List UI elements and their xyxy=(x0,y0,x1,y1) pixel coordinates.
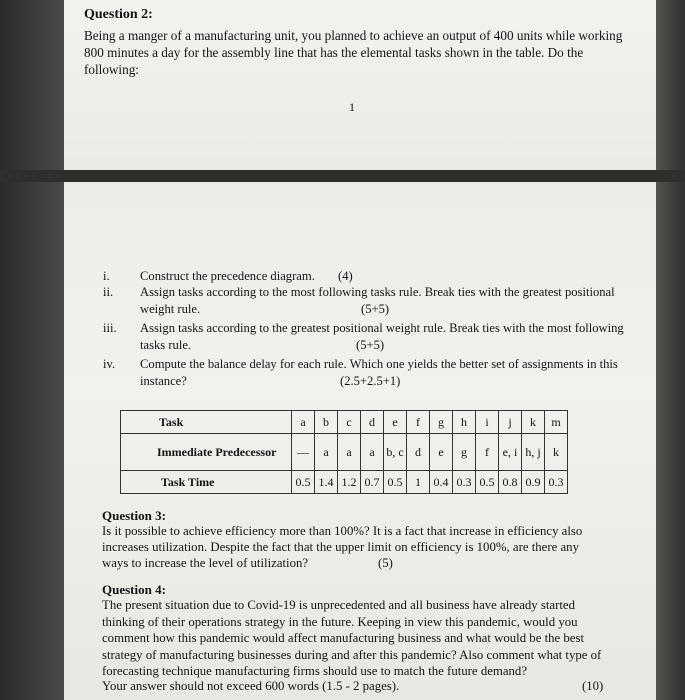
time-cell: 0.5 xyxy=(292,471,315,494)
time-cell: 0.8 xyxy=(499,471,522,494)
task-cell: j xyxy=(499,411,522,434)
predecessor-row xyxy=(121,434,568,471)
task-cell: b xyxy=(315,411,338,434)
task-table xyxy=(120,410,568,494)
time-cell: 0.7 xyxy=(361,471,384,494)
predecessor-label: Immediate Predecessor xyxy=(121,434,292,471)
task-cell: k xyxy=(522,411,545,434)
task-cell: a xyxy=(292,411,315,434)
item-number: i. xyxy=(103,269,110,283)
time-row xyxy=(121,471,568,494)
item-text: Assign tasks according to the greatest positional weight rule. Break ties with the most following tasks rule. xyxy=(140,321,624,352)
task-cell: h xyxy=(453,411,476,434)
predecessor-cell: a xyxy=(338,434,361,471)
predecessor-cell: h, j xyxy=(522,434,545,471)
background-left xyxy=(0,0,64,700)
time-cell: 0.5 xyxy=(476,471,499,494)
time-cell: 1.2 xyxy=(338,471,361,494)
predecessor-cell: f xyxy=(476,434,499,471)
predecessor-cell: a xyxy=(315,434,338,471)
time-cell: 1 xyxy=(407,471,430,494)
time-cell: 1.4 xyxy=(315,471,338,494)
item-text: Assign tasks according to the most following tasks rule. Break ties with the greatest positional weight rule. xyxy=(140,285,615,316)
question-4-marks: (10) xyxy=(582,679,604,693)
question-3-text: Is it possible to achieve efficiency more than 100%? It is a fact that increase in efficiency also increases utilization. Despite the fact that the upper limit on efficiency is 100%, are there any ways to increase the level of utilization? xyxy=(102,524,583,570)
time-cell: 0.9 xyxy=(522,471,545,494)
task-label: Task xyxy=(121,411,292,434)
question-3-title: Question 3: xyxy=(102,508,166,523)
predecessor-cell: — xyxy=(292,434,315,471)
page-gap xyxy=(0,170,685,182)
time-cell: 0.5 xyxy=(384,471,407,494)
item-marks: (5+5) xyxy=(356,338,385,352)
task-cell: f xyxy=(407,411,430,434)
item-marks: (5+5) xyxy=(361,302,390,316)
question-4-title: Question 4: xyxy=(102,582,166,597)
page-number: 1 xyxy=(349,100,355,114)
task-cell: c xyxy=(338,411,361,434)
time-cell: 0.3 xyxy=(453,471,476,494)
task-row xyxy=(121,411,568,434)
predecessor-cell: a xyxy=(361,434,384,471)
predecessor-cell: b, c xyxy=(384,434,407,471)
time-label: Task Time xyxy=(121,471,292,494)
item-marks: (2.5+2.5+1) xyxy=(340,374,401,388)
item-text: Construct the precedence diagram. xyxy=(140,269,315,283)
question-4-text: The present situation due to Covid-19 is unprecedented and all business have already started thinking of their operations strategy in the future. Keeping in view this pandemic, would you comment how this pandemic would affect manufacturing business and what would be the best strategy of manufacturing businesses during and after this pandemic? Also comment what type of forecasting technique manufacturing firms should use to match the future demand? xyxy=(102,598,602,678)
question-2-title: Question 2: xyxy=(84,7,153,22)
task-cell: i xyxy=(476,411,499,434)
task-cell: m xyxy=(545,411,568,434)
item-number: iv. xyxy=(103,357,116,371)
predecessor-cell: k xyxy=(545,434,568,471)
question-3-marks: (5) xyxy=(378,556,393,570)
predecessor-cell: e xyxy=(430,434,453,471)
item-marks: (4) xyxy=(338,269,353,283)
item-text: Compute the balance delay for each rule. Which one yields the better set of assignments in this instance? xyxy=(140,357,618,388)
predecessor-cell: d xyxy=(407,434,430,471)
time-cell: 0.4 xyxy=(430,471,453,494)
time-cell: 0.3 xyxy=(545,471,568,494)
task-cell: g xyxy=(430,411,453,434)
page-one xyxy=(64,0,656,170)
predecessor-cell: e, i xyxy=(499,434,522,471)
task-cell: d xyxy=(361,411,384,434)
predecessor-cell: g xyxy=(453,434,476,471)
task-cell: e xyxy=(384,411,407,434)
question-4-note: Your answer should not exceed 600 words (1.5 - 2 pages). xyxy=(102,679,400,693)
question-2-text: Being a manger of a manufacturing unit, you planned to achieve an output of 400 units while working 800 minutes a day for the assembly line that has the elemental tasks shown in the table. Do the following: xyxy=(84,28,623,77)
item-number: iii. xyxy=(103,321,117,335)
item-number: ii. xyxy=(103,285,114,299)
background-right xyxy=(656,0,685,700)
